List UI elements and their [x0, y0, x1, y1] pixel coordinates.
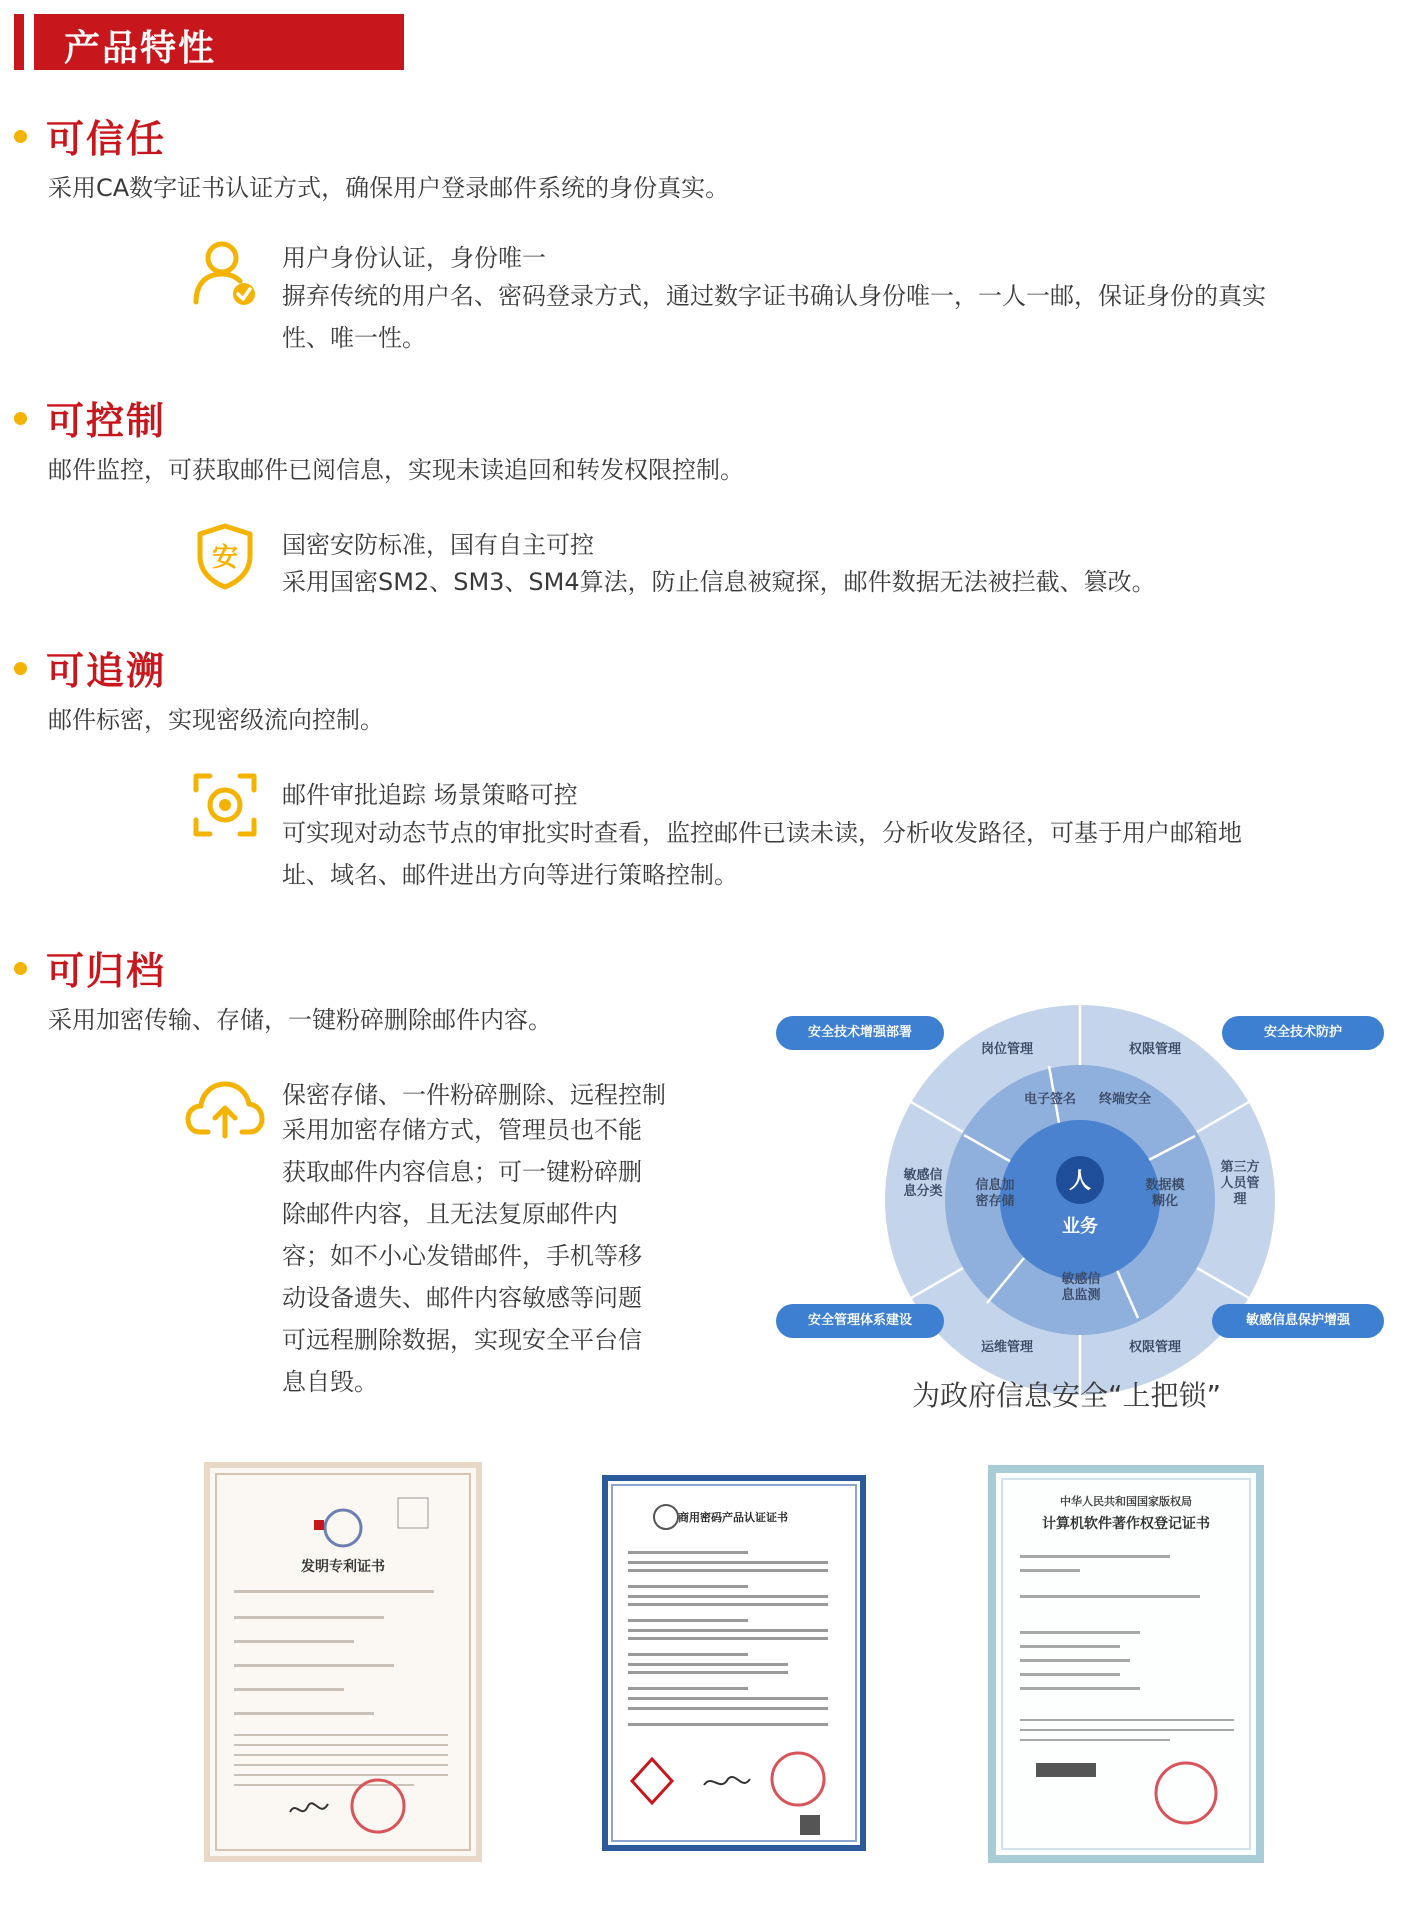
diagram-inner-label: 敏感信息监测 — [1061, 1272, 1101, 1303]
patent-certificate — [204, 1462, 482, 1862]
diagram-outer-label: 权限管理 — [1128, 1340, 1181, 1355]
diagram-inner-label: 终端安全 — [1098, 1092, 1151, 1107]
page-header — [34, 14, 404, 70]
feature-title: 国密安防标准，国有自主可控 — [282, 531, 594, 559]
diagram-pill: 敏感信息保护增强 — [1212, 1304, 1384, 1338]
certificate-header: 中华人民共和国国家版权局 — [1060, 1495, 1192, 1508]
diagram-caption: 为政府信息安全“上把锁” — [912, 1379, 1222, 1412]
feature-title: 保密存储、一件粉碎删除、远程控制 — [282, 1081, 666, 1109]
section-desc: 邮件监控，可获取邮件已阅信息，实现未读追回和转发权限控制。 — [48, 456, 744, 484]
section-desc: 采用CA数字证书认证方式，确保用户登录邮件系统的身份真实。 — [48, 174, 730, 202]
feature-line: 性、唯一性。 — [282, 324, 426, 352]
feature-line: 址、域名、邮件进出方向等进行策略控制。 — [282, 861, 738, 889]
feature-line: 动设备遗失、邮件内容敏感等问题 — [282, 1284, 642, 1312]
feature-text — [282, 561, 1402, 603]
bullet-dot — [14, 130, 27, 143]
diagram-inner-label: 信息加密存储 — [975, 1178, 1015, 1209]
cloud-upload-icon — [184, 1076, 266, 1140]
security-diagram — [880, 1000, 1280, 1400]
feature-text — [282, 812, 1402, 896]
section-desc: 邮件标密，实现密级流向控制。 — [48, 706, 384, 734]
diagram-pill: 安全技术增强部署 — [776, 1016, 944, 1050]
section-title: 可归档 — [46, 949, 167, 993]
feature-line: 获取邮件内容信息；可一键粉碎删 — [282, 1158, 642, 1186]
diagram-pill: 安全管理体系建设 — [776, 1304, 944, 1338]
feature-line: 除邮件内容，且无法复原邮件内 — [282, 1200, 618, 1228]
feature-line: 息自毁。 — [282, 1368, 378, 1396]
diagram-outer-label: 敏感信息分类 — [903, 1168, 943, 1199]
certificate-title: 商用密码产品认证证书 — [678, 1511, 788, 1524]
bullet-dot — [14, 962, 27, 975]
certificate-title: 发明专利证书 — [301, 1559, 385, 1575]
feature-line: 采用国密SM2、SM3、SM4算法，防止信息被窥探，邮件数据无法被拦截、篡改。 — [282, 568, 1156, 596]
feature-line: 可远程删除数据，实现安全平台信 — [282, 1326, 642, 1354]
copyright-certificate — [988, 1465, 1264, 1863]
diagram-center-person: 人 — [1068, 1169, 1091, 1194]
feature-line: 采用加密存储方式，管理员也不能 — [282, 1116, 642, 1144]
diagram-center-business: 业务 — [1062, 1216, 1098, 1237]
section-title: 可追溯 — [46, 649, 167, 693]
bullet-dot — [14, 662, 27, 675]
feature-title: 用户身份认证，身份唯一 — [282, 244, 546, 272]
section-title: 可控制 — [46, 399, 167, 443]
diagram-inner-label: 数据模糊化 — [1145, 1178, 1185, 1209]
section-title: 可信任 — [46, 117, 167, 161]
section-desc: 采用加密传输、存储，一键粉碎删除邮件内容。 — [48, 1006, 552, 1034]
shield-icon — [194, 522, 256, 590]
diagram-outer-label: 运维管理 — [980, 1340, 1033, 1355]
diagram-inner-label: 电子签名 — [1023, 1092, 1076, 1107]
user-check-icon — [190, 238, 260, 308]
diagram-outer-label: 岗位管理 — [980, 1042, 1033, 1057]
diagram-pill: 安全技术防护 — [1222, 1016, 1384, 1050]
header-accent-bar — [14, 14, 24, 70]
certificate-title: 计算机软件著作权登记证书 — [1042, 1516, 1210, 1532]
feature-text — [282, 1109, 722, 1403]
page-title: 产品特性 — [64, 28, 217, 69]
svg-text:安: 安 — [211, 543, 239, 573]
diagram-outer-label: 第三方人员管理 — [1220, 1160, 1260, 1207]
feature-line: 可实现对动态节点的审批实时查看，监控邮件已读未读，分析收发路径，可基于用户邮箱地 — [282, 819, 1242, 847]
scan-target-icon — [192, 772, 258, 838]
crypto-certificate — [602, 1475, 866, 1851]
feature-text — [282, 275, 1402, 359]
diagram-outer-label: 权限管理 — [1128, 1042, 1181, 1057]
feature-title: 邮件审批追踪 场景策略可控 — [282, 781, 578, 809]
bullet-dot — [14, 412, 27, 425]
feature-line: 摒弃传统的用户名、密码登录方式，通过数字证书确认身份唯一，一人一邮，保证身份的真实 — [282, 282, 1266, 310]
feature-line: 容；如不小心发错邮件，手机等移 — [282, 1242, 642, 1270]
